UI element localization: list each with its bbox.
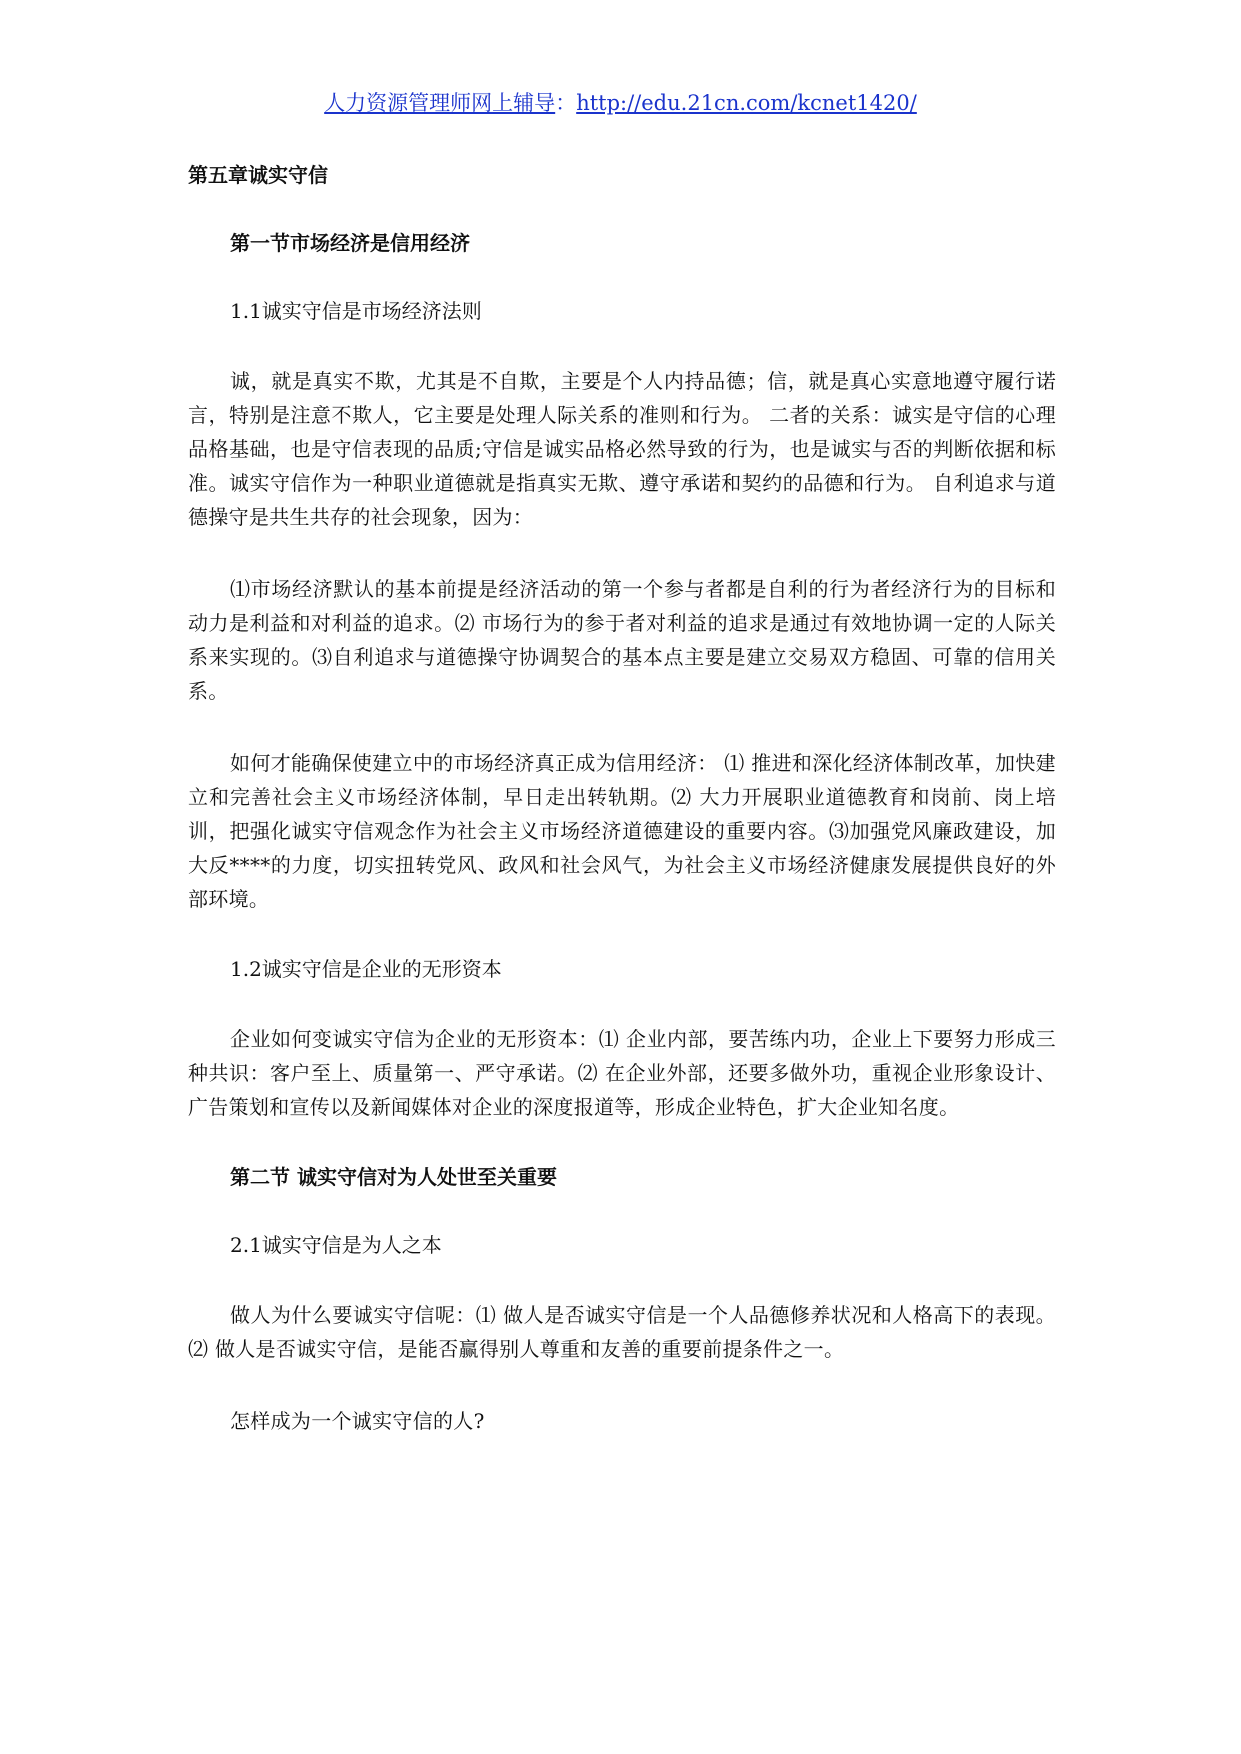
body-paragraph: 企业如何变诚实守信为企业的无形资本：⑴ 企业内部，要苦练内功，企业上下要努力形成三种共识：客户至上、质量第一、严守承诺。⑵ 在企业外部，还要多做外功，重视企业形象设计、广告策划和宣传以及新闻媒体对企业的深度报道等，形成企业特色，扩大企业知名度。	[188, 1027, 1056, 1119]
body-paragraph: 怎样成为一个诚实守信的人?	[230, 1409, 485, 1433]
chapter-title: 第五章诚实守信	[188, 163, 328, 187]
subsection-title: 1.1诚实守信是市场经济法则	[230, 299, 482, 323]
header-line	[0, 88, 1241, 118]
body-paragraph: 诚，就是真实不欺，尤其是不自欺，主要是个人内持品德；信，就是真心实意地遵守履行诺言，特别是注意不欺人，它主要是处理人际关系的准则和行为。 二者的关系：诚实是守信的心理品格基础，也是守信表现的品质;守信是诚实品格必然导致的行为，也是诚实与否的判断依据和标准。诚实守信作为一种职业道德就是指真实无欺、遵守承诺和契约的品德和行为。 自利追求与道德操守是共生共存的社会现象，因为：	[188, 369, 1056, 529]
subsection-title: 1.2诚实守信是企业的无形资本	[230, 957, 502, 981]
header-course-link[interactable]: 人力资源管理师网上辅导	[324, 91, 556, 115]
body-paragraph: 如何才能确保使建立中的市场经济真正成为信用经济： ⑴ 推进和深化经济体制改革，加快建立和完善社会主义市场经济体制，早日走出转轨期。⑵ 大力开展职业道德教育和岗前、岗上培训，把强化诚实守信观念作为社会主义市场经济道德建设的重要内容。⑶加强党风廉政建设，加大反****的力度，切实扭转党风、政风和社会风气，为社会主义市场经济健康发展提供良好的外部环境。	[188, 751, 1056, 911]
section-title: 第二节 诚实守信对为人处世至关重要	[230, 1165, 557, 1189]
header-separator: ：	[555, 91, 577, 115]
section-title: 第一节市场经济是信用经济	[230, 231, 470, 255]
document-body	[188, 160, 1056, 1476]
body-paragraph: 做人为什么要诚实守信呢：⑴ 做人是否诚实守信是一个人品德修养状况和人格高下的表现。 ⑵ 做人是否诚实守信，是能否赢得别人尊重和友善的重要前提条件之一。	[188, 1303, 1056, 1361]
body-paragraph: ⑴市场经济默认的基本前提是经济活动的第一个参与者都是自利的行为者经济行为的目标和动力是利益和对利益的追求。⑵ 市场行为的参于者对利益的追求是通过有效地协调一定的人际关系来实现的。⑶自利追求与道德操守协调契合的基本点主要是建立交易双方稳固、可靠的信用关系。	[188, 577, 1056, 703]
subsection-title: 2.1诚实守信是为人之本	[230, 1233, 442, 1257]
header-url-link[interactable]: http://edu.21cn.com/kcnet1420/	[576, 91, 917, 115]
